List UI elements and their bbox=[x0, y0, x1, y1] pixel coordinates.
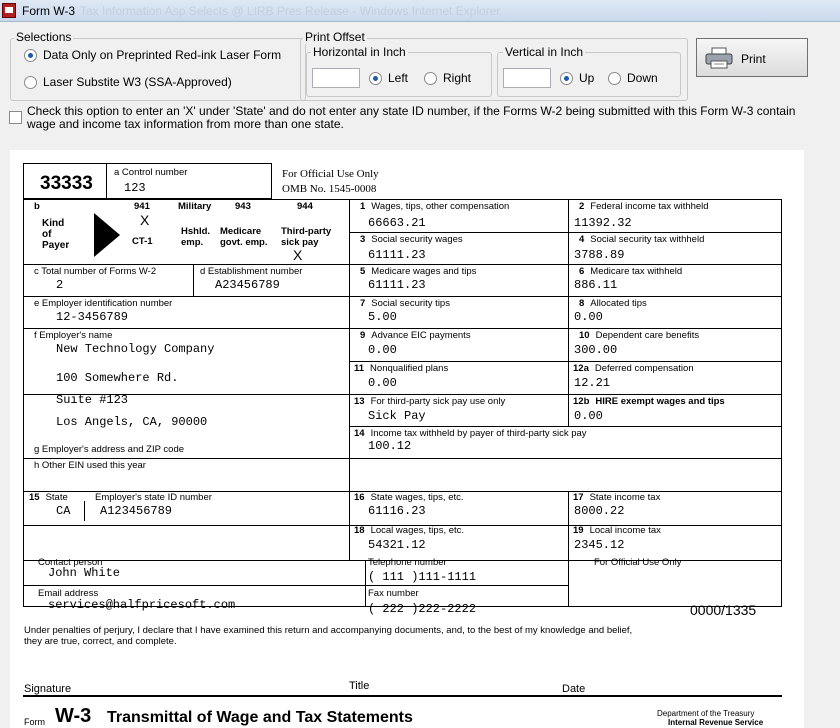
selections-label: Selections bbox=[16, 30, 72, 44]
down-label: Down bbox=[627, 71, 658, 85]
row-line bbox=[349, 426, 782, 427]
box17-value[interactable]: 8000.22 bbox=[574, 504, 625, 518]
d-value[interactable]: A23456789 bbox=[215, 278, 280, 292]
background-window-title: Tax Information Asp Selects @ LIRB Pres Release - Windows Internet Explorer bbox=[80, 4, 501, 18]
box18-label: 18 Local wages, tips, etc. bbox=[354, 525, 465, 536]
official-use-label: For Official Use Only bbox=[282, 168, 379, 180]
center-divider bbox=[349, 199, 350, 491]
f-label: f Employer's name bbox=[34, 330, 113, 341]
email-value[interactable]: services@halfpricesoft.com bbox=[48, 598, 236, 612]
title-bar bbox=[0, 0, 840, 22]
w3-form bbox=[10, 150, 804, 728]
address-line-2[interactable]: Suite #123 bbox=[56, 393, 129, 407]
up-label: Up bbox=[579, 71, 595, 85]
d-label: d Establishment number bbox=[200, 266, 303, 277]
form-title: Transmittal of Wage and Tax Statements bbox=[107, 709, 413, 726]
col-military-label: Military bbox=[178, 201, 212, 212]
address-line-1[interactable]: 100 Somewhere Rd. bbox=[56, 371, 179, 385]
box12b-label: 12b HIRE exempt wages and tips bbox=[573, 396, 725, 407]
radio-selected-icon bbox=[369, 72, 382, 85]
g-label: g Employer's address and ZIP code bbox=[34, 444, 185, 455]
form-name: W-3 bbox=[55, 705, 92, 727]
c-value[interactable]: 2 bbox=[56, 278, 64, 292]
col-941-label: 941 bbox=[134, 201, 150, 212]
c-label: c Total number of Forms W-2 bbox=[34, 266, 157, 277]
box7-label: 7 Social security tips bbox=[360, 298, 450, 309]
row-line bbox=[23, 264, 782, 265]
ct1-label: CT-1 bbox=[132, 236, 153, 247]
right-divider bbox=[568, 199, 569, 426]
row-line bbox=[23, 585, 568, 586]
box5-label: 5 Medicare wages and tips bbox=[360, 266, 477, 277]
form-word: Form bbox=[24, 717, 45, 727]
multi-state-checkbox[interactable] bbox=[9, 111, 22, 124]
radio-selected-icon bbox=[24, 49, 37, 62]
down-radio[interactable] bbox=[608, 71, 658, 85]
box10-label: 10 Dependent care benefits bbox=[579, 330, 700, 341]
form-icon bbox=[2, 3, 16, 18]
kind-of-payer-label: Kind of Payer bbox=[42, 218, 70, 251]
dept-treasury: Department of the Treasury bbox=[657, 709, 755, 718]
window-title: Form W-3 bbox=[22, 4, 76, 18]
box10-value[interactable]: 300.00 bbox=[574, 343, 618, 357]
row-line bbox=[349, 232, 782, 233]
print-button[interactable] bbox=[696, 38, 808, 77]
box16-label: 16 State wages, tips, etc. bbox=[354, 492, 464, 503]
triangle-pointer-icon bbox=[94, 213, 120, 257]
radio-icon bbox=[424, 72, 437, 85]
date-label: Date bbox=[562, 683, 586, 695]
x-mark-third-party[interactable]: X bbox=[293, 247, 303, 263]
c-d-divider bbox=[193, 264, 194, 296]
box9-label: 9 Advance EIC payments bbox=[360, 330, 471, 341]
box3-value[interactable]: 61111.23 bbox=[368, 248, 426, 262]
substitute-form-radio[interactable] bbox=[24, 75, 232, 89]
phone-value[interactable]: ( 111 )111-1111 bbox=[368, 570, 477, 584]
box4-value[interactable]: 3788.89 bbox=[574, 248, 625, 262]
h-label: h Other EIN used this year bbox=[34, 460, 146, 471]
box17-label: 17 State income tax bbox=[573, 492, 661, 503]
box13-label: 13 For third-party sick pay use only bbox=[354, 396, 506, 407]
signature-label: Signature bbox=[24, 683, 72, 695]
radio-selected-icon bbox=[560, 72, 573, 85]
row-line bbox=[23, 328, 782, 329]
fax-value[interactable]: ( 222 )222-2222 bbox=[368, 602, 477, 616]
box11-value[interactable]: 0.00 bbox=[368, 376, 397, 390]
x-mark-941[interactable]: X bbox=[140, 212, 150, 228]
col-943-label: 943 bbox=[235, 201, 251, 212]
address-line-3[interactable]: Los Angels, CA, 90000 bbox=[56, 415, 208, 429]
medicare-govt-label: Medicare govt. emp. bbox=[220, 226, 268, 248]
box16-value[interactable]: 61116.23 bbox=[368, 504, 426, 518]
up-radio[interactable] bbox=[560, 71, 594, 85]
left-radio[interactable] bbox=[369, 71, 408, 85]
box12a-label: 12a Deferred compensation bbox=[573, 363, 694, 374]
vertical-offset-input[interactable] bbox=[503, 68, 551, 88]
box4-label: 4 Social security tax withheld bbox=[579, 234, 705, 245]
official-use-label-2: For Official Use Only bbox=[594, 557, 682, 568]
box15-id-label: Employer's state ID number bbox=[95, 492, 212, 503]
state-divider-right bbox=[568, 491, 569, 607]
third-party-label: Third-party sick pay bbox=[281, 226, 332, 248]
left-label: Left bbox=[388, 71, 409, 85]
row-line bbox=[23, 394, 782, 395]
box2-value[interactable]: 11392.32 bbox=[574, 216, 632, 230]
box14-label: 14 Income tax withheld by payer of third-party sick pay bbox=[354, 428, 587, 439]
box15-state-value[interactable]: CA bbox=[56, 504, 71, 518]
box19-label: 19 Local income tax bbox=[573, 525, 661, 536]
e-value[interactable]: 12-3456789 bbox=[56, 310, 129, 324]
box5-value[interactable]: 61111.23 bbox=[368, 278, 426, 292]
box8-label: 8 Allocated tips bbox=[579, 298, 647, 309]
form-counter: 0000/1335 bbox=[690, 602, 757, 618]
box11-label: 11 Nonqualified plans bbox=[354, 363, 449, 374]
box14-value[interactable]: 100.12 bbox=[368, 439, 412, 453]
f-value[interactable]: New Technology Company bbox=[56, 342, 215, 356]
right-radio[interactable] bbox=[424, 71, 471, 85]
contact-divider bbox=[365, 560, 366, 607]
box3-label: 3 Social security wages bbox=[360, 234, 463, 245]
box1-label: 1 Wages, tips, other compensation bbox=[360, 201, 510, 212]
e-label: e Employer identification number bbox=[34, 298, 173, 309]
row-line bbox=[23, 296, 782, 297]
print-button-label: Print bbox=[741, 52, 766, 66]
box7-value[interactable]: 5.00 bbox=[368, 310, 397, 324]
printer-icon bbox=[705, 47, 733, 69]
title-label: Title bbox=[349, 680, 370, 692]
preprinted-form-radio[interactable] bbox=[24, 48, 281, 62]
box9-value[interactable]: 0.00 bbox=[368, 343, 397, 357]
box12a-value[interactable]: 12.21 bbox=[574, 376, 611, 390]
preprinted-form-label: Data Only on Preprinted Red-ink Laser Form bbox=[43, 48, 282, 62]
contact-value[interactable]: John White bbox=[48, 566, 121, 580]
horizontal-label: Horizontal in Inch bbox=[313, 45, 406, 59]
omb-number: OMB No. 1545-0008 bbox=[282, 183, 377, 195]
box15-state-label: 15 State bbox=[29, 492, 68, 503]
box12b-value[interactable]: 0.00 bbox=[574, 409, 603, 423]
form-code: 33333 bbox=[40, 173, 93, 194]
hshld-label: Hshld. emp. bbox=[181, 226, 211, 248]
right-label: Right bbox=[443, 71, 472, 85]
box8-value[interactable]: 0.00 bbox=[574, 310, 603, 324]
row-line bbox=[349, 361, 782, 362]
email-label: Email address bbox=[38, 588, 99, 599]
radio-icon bbox=[608, 72, 621, 85]
box1-value[interactable]: 66663.21 bbox=[368, 216, 426, 230]
vertical-label: Vertical in Inch bbox=[505, 45, 584, 59]
phone-label: Telephone number bbox=[368, 557, 447, 568]
box2-label: 2 Federal income tax withheld bbox=[579, 201, 709, 212]
box13-value[interactable]: Sick Pay bbox=[368, 409, 426, 423]
irs-label: Internal Revenue Service bbox=[668, 718, 764, 727]
col-944-label: 944 bbox=[297, 201, 313, 212]
radio-icon bbox=[24, 76, 37, 89]
multi-state-checkbox-label: Check this option to enter an 'X' under 'State' and do not enter any state ID number, if the Forms W-2 being submitted with this Form W-3 contain wage and income tax information from more than one state. bbox=[27, 104, 796, 131]
b-label: b bbox=[34, 201, 40, 212]
box6-label: 6 Medicare tax withheld bbox=[579, 266, 683, 277]
perjury-statement: Under penalties of perjury, I declare that I have examined this return and accompanying documents, and, to the best of my knowledge and belief, they are true, correct, and complete. bbox=[24, 625, 633, 647]
contact-label: Contact person bbox=[38, 557, 103, 568]
row-line bbox=[23, 458, 782, 459]
fax-label: Fax number bbox=[368, 588, 419, 599]
box6-value[interactable]: 886.11 bbox=[574, 278, 618, 292]
substitute-form-label: Laser Substite W3 (SSA-Approved) bbox=[43, 75, 232, 89]
box15-id-value[interactable]: A123456789 bbox=[100, 504, 173, 518]
box18-value[interactable]: 54321.12 bbox=[368, 538, 426, 552]
horizontal-offset-input[interactable] bbox=[312, 68, 360, 88]
control-number-label: a Control number bbox=[114, 167, 188, 178]
print-offset-label: Print Offset bbox=[305, 30, 365, 44]
state-id-divider bbox=[84, 501, 85, 521]
control-number-value[interactable]: 123 bbox=[124, 181, 146, 195]
signature-line bbox=[23, 695, 782, 697]
box19-value[interactable]: 2345.12 bbox=[574, 538, 625, 552]
